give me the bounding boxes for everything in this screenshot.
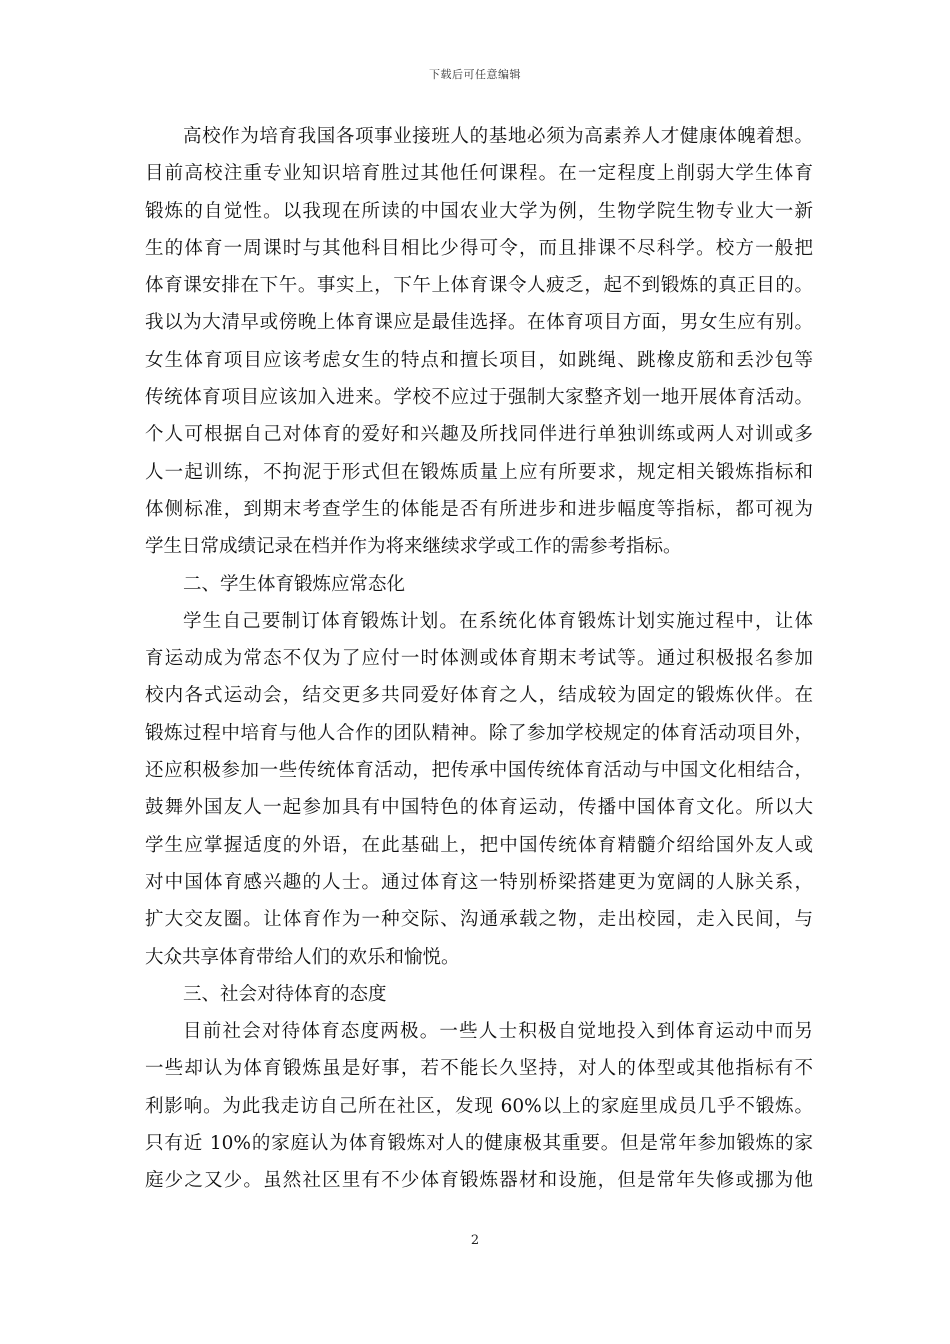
text-line: 锻炼的自觉性。以我现在所读的中国农业大学为例，生物学院生物专业大一新 — [145, 200, 813, 222]
text-line: 学生应掌握适度的外语，在此基础上，把中国传统体育精髓介绍给国外友人或 — [145, 834, 813, 856]
text-line: 还应积极参加一些传统体育活动，把传承中国传统体育活动与中国文化相结合， — [145, 760, 813, 782]
text-line: 学生日常成绩记录在档并作为将来继续求学或工作的需参考指标。 — [145, 536, 682, 558]
text-line: 锻炼过程中培育与他人合作的团队精神。除了参加学校规定的体育活动项目外， — [145, 722, 813, 744]
text-line: 高校作为培育我国各项事业接班人的基地必须为高素养人才健康体魄着想。 — [183, 126, 813, 147]
text-line: 大众共享体育带给人们的欢乐和愉悦。 — [145, 946, 460, 968]
page-number: 2 — [470, 1233, 480, 1248]
text-line: 扩大交友圈。让体育作为一种交际、沟通承载之物，走出校园，走入民间，与 — [145, 909, 813, 931]
text-line: 体侧标准，到期末考查学生的体能是否有所进步和进步幅度等指标，都可视为 — [145, 498, 813, 520]
text-line: 目前高校注重专业知识培育胜过其他任何课程。在一定程度上削弱大学生体育 — [145, 163, 813, 185]
text-line: 传统体育项目应该加入进来。学校不应过于强制大家整齐划一地开展体育活动。 — [145, 387, 813, 409]
text-line: 利影响。为此我走访自己所在社区，发现 60%以上的家庭里成员几乎不锻炼。 — [145, 1095, 813, 1117]
text-line: 庭少之又少。虽然社区里有不少体育锻炼器材和设施，但是常年失修或挪为他 — [145, 1170, 813, 1192]
document-body — [145, 118, 813, 1200]
text-line: 育运动成为常态不仅为了应付一时体测或体育期末考试等。通过积极报名参加 — [145, 648, 813, 670]
text-line: 校内各式运动会，结交更多共同爱好体育之人，结成较为固定的锻炼伙伴。在 — [145, 685, 813, 707]
text-line: 只有近 10%的家庭认为体育锻炼对人的健康极其重要。但是常年参加锻炼的家 — [145, 1133, 813, 1155]
section-heading: 二、学生体育锻炼应常态化 — [183, 573, 406, 595]
text-line: 女生体育项目应该考虑女生的特点和擅长项目，如跳绳、跳橡皮筋和丢沙包等 — [145, 349, 813, 371]
text-line: 生的体育一周课时与其他科目相比少得可令，而且排课不尽科学。校方一般把 — [145, 237, 813, 259]
text-line: 个人可根据自己对体育的爱好和兴趣及所找同伴进行单独训练或两人对训或多 — [145, 424, 813, 446]
text-line: 目前社会对待体育态度两极。一些人士积极自觉地投入到体育运动中而另 — [183, 1021, 813, 1043]
text-line: 人一起训练，不拘泥于形式但在锻炼质量上应有所要求，规定相关锻炼指标和 — [145, 461, 813, 483]
text-line: 体育课安排在下午。事实上，下午上体育课令人疲乏，起不到锻炼的真正目的。 — [145, 275, 813, 297]
text-line: 我以为大清早或傍晚上体育课应是最佳选择。在体育项目方面，男女生应有别。 — [145, 312, 813, 334]
text-line: 一些却认为体育锻炼虽是好事，若不能长久坚持，对人的体型或其他指标有不 — [145, 1058, 813, 1080]
text-line: 对中国体育感兴趣的人士。通过体育这一特别桥梁搭建更为宽阔的人脉关系， — [145, 871, 813, 893]
text-line: 学生自己要制订体育锻炼计划。在系统化体育锻炼计划实施过程中，让体 — [183, 610, 813, 632]
page-header: 下载后可任意编辑 — [429, 68, 521, 81]
section-heading: 三、社会对待体育的态度 — [183, 983, 387, 1005]
text-line: 鼓舞外国友人一起参加具有中国特色的体育运动，传播中国体育文化。所以大 — [145, 797, 813, 819]
